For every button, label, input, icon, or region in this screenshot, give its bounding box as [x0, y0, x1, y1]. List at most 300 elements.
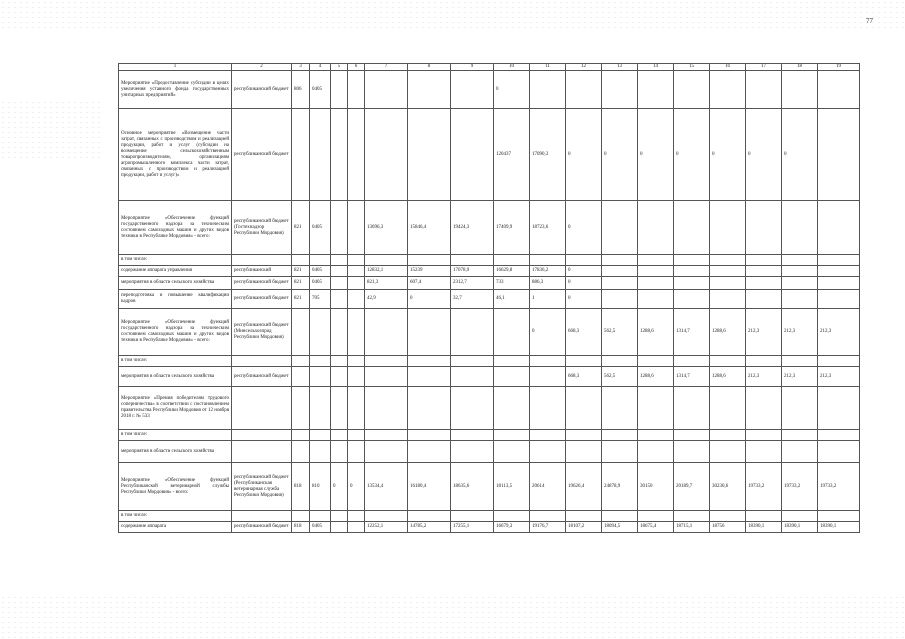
row-value-cell — [331, 356, 348, 367]
row-value-cell: 0405 — [310, 277, 331, 290]
row-funding-source — [232, 387, 292, 430]
row-value-cell — [494, 255, 530, 266]
row-value-cell — [348, 266, 365, 277]
row-value-cell — [408, 511, 451, 522]
row-value-cell — [365, 356, 408, 367]
row-value-cell — [674, 255, 710, 266]
row-value-cell: 17090,3 — [530, 109, 566, 201]
row-value-cell — [408, 430, 451, 441]
header-cell: 2 — [232, 64, 292, 71]
row-value-cell — [348, 309, 365, 356]
row-value-cell: 15239 — [408, 266, 451, 277]
row-value-cell: 821 — [292, 266, 310, 277]
row-value-cell — [818, 356, 860, 367]
row-value-cell — [494, 511, 530, 522]
row-value-cell: 0 — [746, 109, 782, 201]
header-cell: 3 — [292, 64, 310, 71]
row-value-cell — [451, 441, 494, 463]
header-cell: 12 — [566, 64, 602, 71]
row-value-cell — [674, 356, 710, 367]
row-funding-source: республиканский бюджет — [232, 522, 292, 533]
row-value-cell: 30230,6 — [710, 463, 746, 511]
row-value-cell — [638, 511, 674, 522]
row-value-cell — [331, 290, 348, 309]
table-row — [119, 71, 860, 109]
row-value-cell — [602, 441, 638, 463]
row-value-cell — [348, 522, 365, 533]
row-value-cell — [331, 522, 348, 533]
row-funding-source: республиканский бюджет — [232, 277, 292, 290]
row-value-cell — [451, 255, 494, 266]
header-row — [119, 64, 860, 71]
row-value-cell: 32,7 — [451, 290, 494, 309]
row-value-cell — [746, 290, 782, 309]
row-value-cell — [638, 356, 674, 367]
row-value-cell — [710, 430, 746, 441]
row-value-cell — [365, 309, 408, 356]
row-value-cell — [365, 367, 408, 387]
row-value-cell — [746, 201, 782, 255]
row-value-cell — [710, 277, 746, 290]
row-value-cell: 0 — [638, 109, 674, 201]
row-value-cell — [566, 387, 602, 430]
row-value-cell — [365, 71, 408, 109]
budget-table — [118, 63, 860, 533]
row-value-cell — [530, 255, 566, 266]
row-value-cell — [530, 430, 566, 441]
row-value-cell — [746, 356, 782, 367]
row-value-cell: 17078,9 — [451, 266, 494, 277]
row-value-cell — [818, 441, 860, 463]
row-value-cell: 13534,4 — [365, 463, 408, 511]
row-value-cell: 12832,1 — [365, 266, 408, 277]
table-row — [119, 201, 860, 255]
header-cell: 16 — [710, 64, 746, 71]
row-value-cell — [331, 430, 348, 441]
row-value-cell: 705 — [310, 290, 331, 309]
row-value-cell — [602, 266, 638, 277]
row-funding-source: республиканский бюджет (Минсельхозпрод Республики Мордовия) — [232, 309, 292, 356]
row-value-cell — [782, 441, 818, 463]
row-value-cell — [818, 387, 860, 430]
row-value-cell — [331, 266, 348, 277]
row-description: содержание аппарата управления — [119, 266, 232, 277]
row-value-cell: 13696,3 — [365, 201, 408, 255]
row-value-cell: 212,3 — [746, 309, 782, 356]
row-value-cell — [408, 109, 451, 201]
row-value-cell: 1288,6 — [638, 309, 674, 356]
row-value-cell: 19626,4 — [566, 463, 602, 511]
row-description: мероприятия в области сельского хозяйства — [119, 277, 232, 290]
row-value-cell: 0 — [408, 290, 451, 309]
row-value-cell — [674, 511, 710, 522]
scan-noise-bottom — [0, 595, 905, 639]
row-value-cell — [310, 430, 331, 441]
row-value-cell: 821 — [292, 201, 310, 255]
row-value-cell — [530, 441, 566, 463]
row-value-cell — [746, 511, 782, 522]
row-value-cell — [782, 511, 818, 522]
row-description: содержание аппарата — [119, 522, 232, 533]
row-value-cell — [638, 201, 674, 255]
header-cell: 11 — [530, 64, 566, 71]
row-value-cell — [602, 71, 638, 109]
row-value-cell — [408, 255, 451, 266]
row-value-cell — [451, 367, 494, 387]
row-value-cell: 821 — [292, 290, 310, 309]
row-value-cell: 0 — [566, 277, 602, 290]
row-description: Мероприятие «Обеспечение функций государственного надзора за техническим состоянием самоходных машин и других видов техники в Республике Мордовия» - всего: — [119, 309, 232, 356]
row-value-cell: 20189,7 — [674, 463, 710, 511]
row-value-cell — [638, 277, 674, 290]
row-value-cell: 212,3 — [746, 367, 782, 387]
row-value-cell — [746, 277, 782, 290]
row-value-cell — [566, 71, 602, 109]
row-value-cell: 818 — [292, 522, 310, 533]
row-description: мероприятия в области сельского хозяйства — [119, 441, 232, 463]
row-value-cell — [310, 356, 331, 367]
row-value-cell: 19733,2 — [818, 463, 860, 511]
row-value-cell — [746, 266, 782, 277]
row-value-cell — [292, 511, 310, 522]
row-value-cell: 818 — [292, 463, 310, 511]
row-value-cell — [710, 511, 746, 522]
row-value-cell — [494, 441, 530, 463]
row-value-cell — [566, 511, 602, 522]
row-value-cell: 0 — [566, 266, 602, 277]
row-value-cell: 0 — [782, 109, 818, 201]
row-value-cell — [331, 441, 348, 463]
row-funding-source — [232, 356, 292, 367]
row-value-cell — [310, 109, 331, 201]
row-value-cell — [782, 71, 818, 109]
row-value-cell — [408, 367, 451, 387]
row-value-cell — [348, 255, 365, 266]
row-value-cell — [292, 356, 310, 367]
row-value-cell — [408, 441, 451, 463]
row-funding-source — [232, 441, 292, 463]
row-value-cell: 0405 — [310, 522, 331, 533]
row-value-cell: 17255,1 — [451, 522, 494, 533]
row-value-cell — [348, 290, 365, 309]
row-value-cell: 17409,9 — [494, 201, 530, 255]
header-cell: 17 — [746, 64, 782, 71]
row-funding-source: республиканский бюджет — [232, 367, 292, 387]
row-description: в том числе: — [119, 356, 232, 367]
row-value-cell: 17836,2 — [530, 266, 566, 277]
row-value-cell: 607,4 — [408, 277, 451, 290]
scan-noise-top — [0, 0, 905, 30]
row-value-cell — [348, 356, 365, 367]
row-value-cell — [530, 511, 566, 522]
row-value-cell — [818, 201, 860, 255]
row-value-cell: 1288,6 — [638, 367, 674, 387]
row-value-cell: 18635,6 — [451, 463, 494, 511]
row-value-cell — [746, 430, 782, 441]
row-value-cell — [451, 109, 494, 201]
row-value-cell — [782, 277, 818, 290]
row-value-cell — [494, 356, 530, 367]
header-cell: 9 — [451, 64, 494, 71]
header-cell: 7 — [365, 64, 408, 71]
row-value-cell — [348, 277, 365, 290]
row-value-cell — [818, 290, 860, 309]
row-value-cell: 0405 — [310, 266, 331, 277]
row-value-cell — [451, 387, 494, 430]
row-value-cell — [408, 309, 451, 356]
table-row — [119, 387, 860, 430]
row-value-cell: 1314,7 — [674, 309, 710, 356]
row-value-cell — [348, 201, 365, 255]
row-funding-source — [232, 255, 292, 266]
row-value-cell — [674, 430, 710, 441]
row-value-cell — [782, 430, 818, 441]
row-value-cell — [365, 109, 408, 201]
row-value-cell: 16180,4 — [408, 463, 451, 511]
row-description: Мероприятие «Предоставление субсидии в целях увеличения уставного фонда государственных унитарных предприятий» — [119, 71, 232, 109]
row-value-cell: 0 — [602, 109, 638, 201]
row-value-cell — [310, 367, 331, 387]
row-value-cell — [310, 255, 331, 266]
row-value-cell: 733 — [494, 277, 530, 290]
row-value-cell: 806 — [292, 71, 310, 109]
row-value-cell — [348, 387, 365, 430]
row-value-cell — [348, 109, 365, 201]
header-cell: 6 — [348, 64, 365, 71]
row-value-cell — [310, 441, 331, 463]
header-cell: 4 — [310, 64, 331, 71]
header-cell: 14 — [638, 64, 674, 71]
row-value-cell: 1288,6 — [710, 367, 746, 387]
row-value-cell: 20614 — [530, 463, 566, 511]
row-value-cell — [710, 356, 746, 367]
header-cell: 5 — [331, 64, 348, 71]
table-row — [119, 511, 860, 522]
row-value-cell: 0 — [566, 290, 602, 309]
header-cell: 10 — [494, 64, 530, 71]
row-value-cell — [638, 255, 674, 266]
row-value-cell — [331, 109, 348, 201]
page-number: 77 — [866, 17, 873, 25]
budget-table-sheet — [118, 63, 855, 533]
row-value-cell — [818, 277, 860, 290]
row-value-cell — [638, 441, 674, 463]
header-cell: 13 — [602, 64, 638, 71]
row-value-cell: 668,3 — [566, 309, 602, 356]
row-value-cell — [674, 441, 710, 463]
row-value-cell — [365, 255, 408, 266]
row-value-cell: 120437 — [494, 109, 530, 201]
row-value-cell — [818, 255, 860, 266]
row-value-cell — [818, 266, 860, 277]
row-value-cell — [566, 356, 602, 367]
row-value-cell — [602, 430, 638, 441]
row-value-cell — [494, 430, 530, 441]
row-value-cell — [530, 71, 566, 109]
row-value-cell — [746, 387, 782, 430]
table-row — [119, 309, 860, 356]
row-value-cell — [674, 290, 710, 309]
row-value-cell — [710, 71, 746, 109]
row-funding-source: республиканский бюджет — [232, 290, 292, 309]
row-value-cell — [782, 255, 818, 266]
row-value-cell — [310, 387, 331, 430]
row-value-cell — [451, 430, 494, 441]
row-value-cell: 0405 — [310, 201, 331, 255]
row-value-cell: 0 — [674, 109, 710, 201]
row-value-cell: 18756 — [710, 522, 746, 533]
row-value-cell — [331, 511, 348, 522]
row-value-cell — [408, 71, 451, 109]
row-value-cell — [818, 511, 860, 522]
row-value-cell: 18094,5 — [602, 522, 638, 533]
row-value-cell — [746, 71, 782, 109]
row-value-cell — [348, 441, 365, 463]
scan-noise-left — [0, 100, 100, 160]
row-value-cell — [566, 255, 602, 266]
row-value-cell: 18715,1 — [674, 522, 710, 533]
row-value-cell — [710, 201, 746, 255]
row-funding-source: республиканский бюджет (Республиканская ветеринарная служба Республики Мордовия) — [232, 463, 292, 511]
row-description: Основное мероприятие «Возмещение части затрат, связанных с производством и реализацией продукции, работ и услуг (субсидии на возмещение сельскохозяйственным товаропроизводителям, организациям агропромышленного комплекса части затрат, связанных с производством и реализацией продукции, работ и услуг)» — [119, 109, 232, 201]
row-value-cell — [331, 201, 348, 255]
header-cell: 19 — [818, 64, 860, 71]
row-value-cell: 16679,3 — [494, 522, 530, 533]
row-description: переподготовка и повышение квалификации кадров — [119, 290, 232, 309]
table-row — [119, 290, 860, 309]
row-value-cell — [710, 441, 746, 463]
row-value-cell: 1314,7 — [674, 367, 710, 387]
row-value-cell — [638, 266, 674, 277]
row-value-cell: 42,9 — [365, 290, 408, 309]
row-value-cell — [602, 387, 638, 430]
header-cell: 15 — [674, 64, 710, 71]
row-value-cell — [782, 290, 818, 309]
row-description: мероприятия в области сельского хозяйства — [119, 367, 232, 387]
row-value-cell — [348, 430, 365, 441]
table-row — [119, 356, 860, 367]
row-value-cell — [638, 430, 674, 441]
row-funding-source: республиканский бюджет (Гостехнадзор Республики Мордовия) — [232, 201, 292, 255]
header-cell: 8 — [408, 64, 451, 71]
row-value-cell — [494, 387, 530, 430]
row-value-cell — [292, 430, 310, 441]
row-value-cell — [674, 277, 710, 290]
row-value-cell — [451, 309, 494, 356]
row-value-cell — [365, 387, 408, 430]
row-value-cell — [818, 71, 860, 109]
row-value-cell: 0 — [331, 463, 348, 511]
row-value-cell — [710, 290, 746, 309]
row-value-cell: 668,3 — [566, 367, 602, 387]
row-value-cell: 19733,2 — [782, 463, 818, 511]
row-value-cell — [494, 309, 530, 356]
row-value-cell: 1 — [530, 290, 566, 309]
row-funding-source: республиканский бюджет — [232, 109, 292, 201]
row-value-cell: 18390,1 — [818, 522, 860, 533]
row-value-cell: 18113,5 — [494, 463, 530, 511]
row-value-cell: 0 — [348, 463, 365, 511]
row-value-cell — [782, 356, 818, 367]
row-value-cell — [331, 277, 348, 290]
row-value-cell — [710, 266, 746, 277]
row-funding-source — [232, 511, 292, 522]
row-value-cell: 212,3 — [818, 309, 860, 356]
row-value-cell — [602, 290, 638, 309]
row-value-cell — [674, 201, 710, 255]
row-value-cell — [602, 356, 638, 367]
row-funding-source: республиканский бюджет — [232, 71, 292, 109]
row-value-cell: 18390,1 — [746, 522, 782, 533]
row-value-cell — [451, 71, 494, 109]
row-value-cell — [674, 266, 710, 277]
row-value-cell — [674, 71, 710, 109]
row-value-cell — [348, 367, 365, 387]
row-description: Мероприятие «Премия победителям трудового соперничества» в соответствии с постановлением правительства Республики Мордовия от 12 ноября 2018 г. № 533 — [119, 387, 232, 430]
row-value-cell — [602, 255, 638, 266]
row-description: в том числе: — [119, 430, 232, 441]
row-value-cell: 562,5 — [602, 367, 638, 387]
row-value-cell — [530, 367, 566, 387]
table-row — [119, 430, 860, 441]
row-value-cell — [602, 201, 638, 255]
row-value-cell — [530, 356, 566, 367]
row-value-cell: 12252,1 — [365, 522, 408, 533]
row-value-cell — [638, 290, 674, 309]
row-value-cell: 18390,1 — [782, 522, 818, 533]
row-value-cell — [331, 71, 348, 109]
row-value-cell — [710, 387, 746, 430]
row-value-cell — [818, 430, 860, 441]
row-value-cell — [566, 430, 602, 441]
row-value-cell: 821 — [292, 277, 310, 290]
row-value-cell — [310, 309, 331, 356]
row-value-cell: 212,3 — [782, 367, 818, 387]
header-cell: 1 — [119, 64, 232, 71]
row-value-cell: 821,3 — [365, 277, 408, 290]
row-value-cell — [638, 71, 674, 109]
row-description: Мероприятие «Обеспечение функций Республиканской ветеринарной службы Республики Мордовия» - всего: — [119, 463, 232, 511]
row-value-cell — [602, 277, 638, 290]
row-value-cell — [331, 309, 348, 356]
row-value-cell: 0 — [530, 309, 566, 356]
row-value-cell: 0 — [710, 109, 746, 201]
row-value-cell: 18107,2 — [566, 522, 602, 533]
row-funding-source — [232, 430, 292, 441]
row-value-cell — [638, 387, 674, 430]
row-value-cell: 14785,2 — [408, 522, 451, 533]
row-value-cell — [292, 109, 310, 201]
row-value-cell: 2312,7 — [451, 277, 494, 290]
row-value-cell: 0405 — [310, 71, 331, 109]
row-value-cell: 0 — [566, 109, 602, 201]
row-value-cell — [710, 255, 746, 266]
row-value-cell: 18675,4 — [638, 522, 674, 533]
row-value-cell: 16629,8 — [494, 266, 530, 277]
row-value-cell: 15846,4 — [408, 201, 451, 255]
row-value-cell — [566, 441, 602, 463]
row-funding-source: республиканский — [232, 266, 292, 277]
row-value-cell: 46,1 — [494, 290, 530, 309]
row-value-cell — [494, 367, 530, 387]
row-value-cell — [408, 356, 451, 367]
row-value-cell: 18723,6 — [530, 201, 566, 255]
table-row — [119, 367, 860, 387]
row-value-cell — [292, 309, 310, 356]
row-description: в том числе: — [119, 511, 232, 522]
row-value-cell — [365, 441, 408, 463]
row-value-cell — [292, 441, 310, 463]
